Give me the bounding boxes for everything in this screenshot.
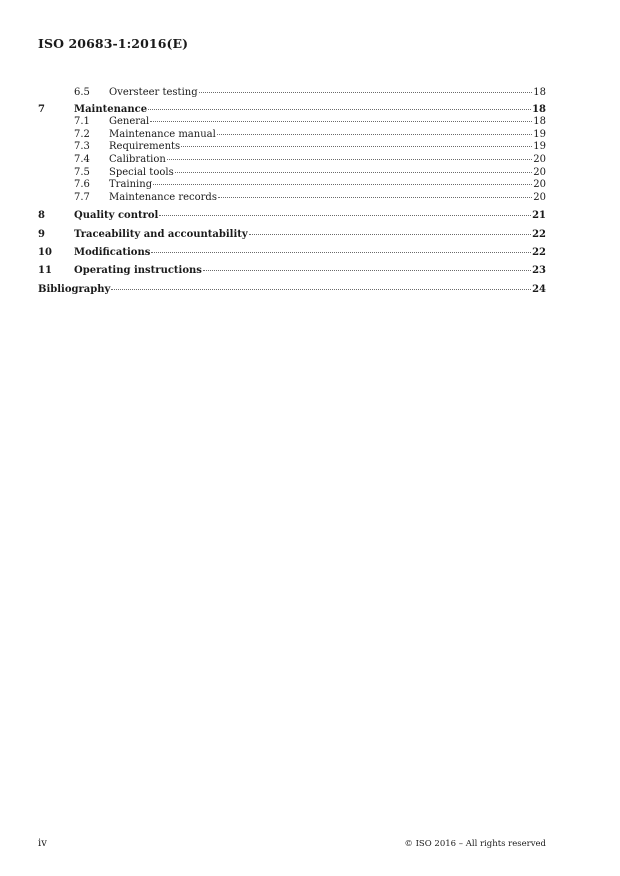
toc-entry-7-3[interactable]	[38, 141, 546, 154]
toc-entry-number: 7.2	[74, 128, 90, 140]
toc-entry-8[interactable]	[38, 210, 546, 223]
toc-entry-page: 20	[533, 166, 546, 178]
toc-entry-number: 7.4	[74, 153, 90, 165]
toc-entry-7-7[interactable]	[38, 192, 546, 205]
toc-entry-title: Training	[109, 179, 153, 191]
toc-entry-page: 19	[533, 141, 546, 153]
toc-entry-number: 7.3	[74, 141, 90, 153]
toc-entry-title: Operating instructions	[74, 265, 202, 277]
dot-leader	[218, 197, 532, 198]
toc-entry-10[interactable]	[38, 247, 546, 260]
toc-entry-number: 6.5	[74, 87, 90, 98]
toc-entry-title: Maintenance manual	[109, 128, 216, 140]
toc-entry-title: Requirements	[109, 141, 181, 153]
dot-leader	[217, 134, 532, 135]
toc-entry-number: 7.5	[74, 166, 90, 178]
dot-leader	[111, 289, 531, 290]
toc-entry-number: 7.6	[74, 179, 90, 191]
toc-entry-page: 18	[532, 103, 546, 115]
toc-entry-number: 10	[38, 246, 52, 258]
table-of-contents	[38, 87, 546, 296]
toc-entry-11[interactable]	[38, 265, 546, 278]
dot-leader	[153, 184, 532, 185]
toc-entry-title: Traceability and accountability	[74, 228, 248, 240]
toc-entry-7-6[interactable]	[38, 179, 546, 192]
toc-entry-title: General	[109, 116, 150, 128]
toc-entry-title: Modifications	[74, 246, 151, 258]
footer-copyright: © ISO 2016 – All rights reserved	[404, 839, 546, 849]
dot-leader	[199, 92, 533, 93]
toc-entry-6-5[interactable]	[38, 87, 546, 100]
toc-entry-title: Maintenance	[74, 103, 148, 115]
toc-entry-title: Maintenance records	[109, 191, 217, 203]
toc-entry-page: 23	[532, 265, 546, 277]
toc-entry-page: 22	[532, 246, 546, 258]
dot-leader	[150, 121, 532, 122]
toc-entry-page: 20	[533, 179, 546, 191]
toc-entry-page: 24	[532, 283, 546, 295]
dot-leader	[151, 252, 531, 253]
toc-entry-page: 22	[532, 228, 546, 240]
toc-entry-number: 7.1	[74, 116, 90, 128]
toc-entry-7-1[interactable]	[38, 116, 546, 129]
toc-entry-title: Quality control	[74, 210, 159, 222]
dot-leader	[181, 146, 532, 147]
toc-entry-page: 20	[533, 191, 546, 203]
dot-leader	[159, 215, 531, 216]
toc-entry-7-5[interactable]	[38, 167, 546, 180]
toc-entry-number: 8	[38, 210, 45, 222]
toc-entry-title: Special tools	[109, 166, 174, 178]
dot-leader	[167, 159, 532, 160]
toc-entry-bibliography[interactable]	[38, 284, 546, 297]
toc-entry-title: Calibration	[109, 153, 166, 165]
toc-entry-number: 7	[38, 103, 45, 115]
toc-entry-title: Oversteer testing	[109, 87, 198, 98]
dot-leader	[203, 270, 531, 271]
dot-leader	[175, 172, 533, 173]
toc-entry-number: 9	[38, 228, 45, 240]
toc-entry-7[interactable]	[38, 104, 546, 117]
toc-entry-page: 18	[533, 87, 546, 98]
toc-entry-7-4[interactable]	[38, 154, 546, 167]
footer-page-number: iv	[38, 838, 47, 849]
toc-entry-page: 20	[533, 153, 546, 165]
toc-entry-page: 19	[533, 128, 546, 140]
toc-entry-number: 7.7	[74, 191, 90, 203]
dot-leader	[249, 234, 531, 235]
toc-entry-page: 18	[533, 116, 546, 128]
toc-entry-page: 21	[532, 210, 546, 222]
document-header: ISO 20683-1:2016(E)	[38, 36, 189, 51]
toc-entry-9[interactable]	[38, 229, 546, 242]
dot-leader	[148, 109, 531, 110]
toc-entry-7-2[interactable]	[38, 129, 546, 142]
toc-entry-number: 11	[38, 265, 52, 277]
toc-entry-title: Bibliography	[38, 283, 111, 295]
